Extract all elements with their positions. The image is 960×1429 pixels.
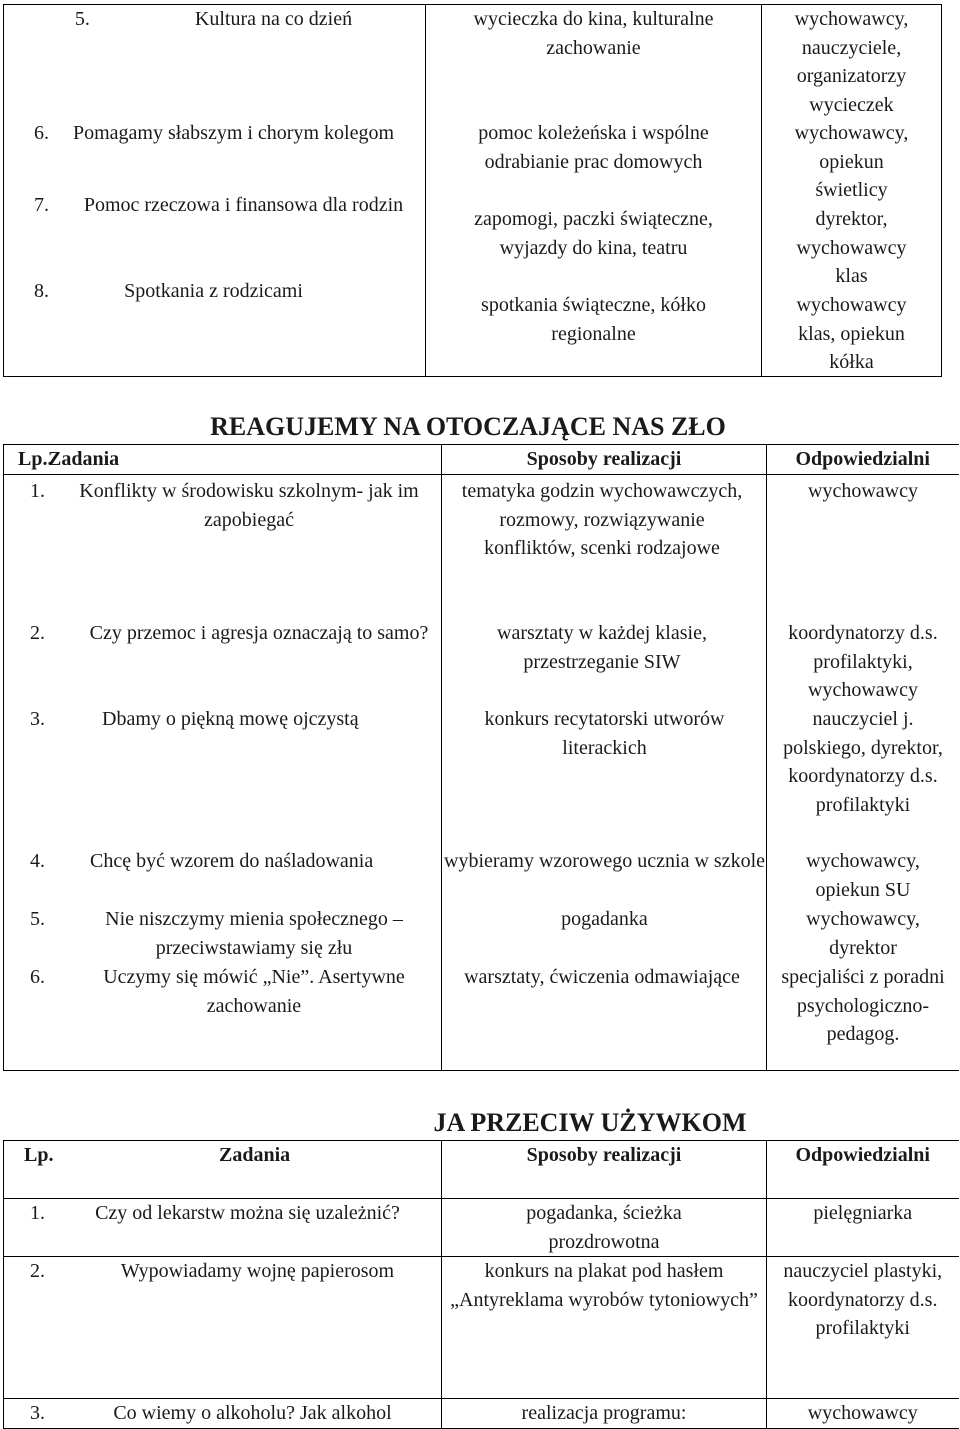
- task-text: Dbamy o piękną mowę ojczystą: [102, 708, 359, 730]
- task-text: Co wiemy o alkoholu? Jak alkohol: [113, 1402, 392, 1424]
- header-method: Sposoby realizacji: [442, 445, 767, 475]
- table-row: [4, 1257, 959, 1399]
- list-item: [6, 5, 421, 119]
- table-header-row: [4, 445, 959, 475]
- method-text: konkurs recytatorski utworów literackich: [484, 708, 725, 759]
- task-text: Chcę być wzorem do naśladowania: [90, 850, 374, 872]
- row-number: 5.: [74, 8, 90, 30]
- table-row: [4, 1399, 959, 1429]
- task-text: Czy od lekarstw można się uzależnić?: [95, 1202, 400, 1224]
- responsible-text: koordynatorzy d.s. profilaktyki, wychowawcy: [788, 622, 938, 701]
- task-cell: [4, 1257, 442, 1399]
- tasks-cell: [4, 475, 442, 1071]
- method-text: spotkania świąteczne, kółko regionalne: [481, 294, 706, 345]
- method-text: realizacja programu:: [442, 1399, 767, 1429]
- task-text: Spotkania z rodzicami: [124, 280, 303, 302]
- responsible-text: dyrektor, wychowawcy klas: [796, 208, 907, 287]
- responsible-text: wychowawcy: [808, 480, 918, 502]
- responsible-text: pielęgniarka: [767, 1199, 959, 1257]
- row-number: 1.: [30, 480, 45, 502]
- methods-cell: [442, 475, 767, 1071]
- uzywki-table: [3, 1140, 959, 1429]
- responsible-text: wychowawcy, opiekun SU: [806, 850, 920, 901]
- header-resp: Odpowiedzialni: [767, 1141, 959, 1199]
- task-text: Pomagamy słabszym i chorym kolegom: [72, 122, 395, 144]
- responsible-text: wychowawcy, dyrektor: [806, 908, 920, 959]
- table-header-row: [4, 1141, 959, 1199]
- responsible-text: nauczyciel j. polskiego, dyrektor, koordynatorzy d.s. profilaktyki: [783, 708, 943, 816]
- header-lp: Lp.: [24, 1144, 54, 1166]
- table-body-row: [4, 475, 959, 1071]
- task-text: Czy przemoc i agresja oznaczają to samo?: [89, 622, 429, 644]
- list-item: [6, 277, 421, 357]
- responsible-text: specjaliści z poradni psychologiczno-pedagog.: [781, 966, 945, 1045]
- reagujemy-table: [3, 444, 959, 1071]
- list-item: [6, 119, 421, 191]
- task-text: Nie niszczymy mienia społecznego – przeciwstawiamy się złu: [105, 908, 403, 959]
- responsible-text: nauczyciel plastyki, koordynatorzy d.s. profilaktyki: [767, 1257, 959, 1399]
- responsible-text: wychowawcy, nauczyciele, organizatorzy wycieczek: [794, 8, 909, 116]
- section-title-uzywki: JA PRZECIW UŻYWKOM: [433, 1108, 747, 1137]
- row-number: 5.: [30, 908, 45, 930]
- activities-table: [3, 4, 942, 377]
- row-number: 6.: [34, 122, 49, 144]
- method-text: pomoc koleżeńska i wspólne odrabianie prac domowych: [478, 122, 709, 173]
- table-row: [4, 5, 942, 377]
- section-title-reagujemy: REAGUJEMY NA OTOCZAJĄCE NAS ZŁO: [210, 412, 726, 441]
- row-number: 7.: [34, 194, 49, 216]
- row-number: 8.: [34, 280, 49, 302]
- header-task: Zadania: [219, 1144, 291, 1166]
- responsible-cell: [762, 5, 942, 377]
- task-text: Kultura na co dzień: [194, 8, 353, 30]
- row-number: 1.: [30, 1202, 45, 1224]
- method-text: warsztaty w każdej klasie, przestrzeganie SIW: [497, 622, 707, 673]
- task-cell: [4, 1399, 442, 1429]
- method-text: konkurs na plakat pod hasłem „Antyreklama wyrobów tytoniowych”: [442, 1257, 767, 1399]
- method-text: wybieramy wzorowego ucznia w szkole: [444, 850, 765, 872]
- responsible-text: wychowawcy, opiekun świetlicy: [794, 122, 909, 201]
- method-text: tematyka godzin wychowawczych, rozmowy, rozwiązywanie konfliktów, scenki rodzajowe: [461, 480, 743, 559]
- header-resp: Odpowiedzialni: [767, 445, 959, 475]
- method-text: warsztaty, ćwiczenia odmawiające: [464, 966, 740, 988]
- table-row: [4, 1199, 959, 1257]
- row-number: 4.: [30, 850, 45, 872]
- header-lp: Lp..: [18, 448, 53, 470]
- row-number: 2.: [30, 622, 45, 644]
- header-task-cell: [4, 1141, 442, 1199]
- row-number: 6.: [30, 966, 45, 988]
- method-text: pogadanka: [561, 908, 648, 930]
- methods-cell: [426, 5, 762, 377]
- method-text: zapomogi, paczki świąteczne, wyjazdy do kina, teatru: [474, 208, 713, 259]
- responsible-cell: [767, 475, 959, 1071]
- task-cell: [4, 1199, 442, 1257]
- responsible-text: wychowawcy klas, opiekun kółka: [796, 294, 907, 373]
- task-text: Konflikty w środowisku szkolnym- jak im zapobiegać: [79, 480, 419, 531]
- task-text: Pomoc rzeczowa i finansowa dla rodzin: [83, 194, 404, 216]
- list-item: [6, 191, 421, 277]
- row-number: 3.: [30, 708, 45, 730]
- header-task: Zadania: [48, 448, 120, 470]
- task-text: Wypowiadamy wojnę papierosom: [120, 1260, 395, 1282]
- row-number: 2.: [30, 1260, 45, 1282]
- header-method: Sposoby realizacji: [442, 1141, 767, 1199]
- row-number: 3.: [30, 1402, 45, 1424]
- method-text: pogadanka, ścieżka prozdrowotna: [442, 1199, 767, 1257]
- responsible-text: wychowawcy: [767, 1399, 959, 1429]
- method-text: wycieczka do kina, kulturalne zachowanie: [473, 8, 714, 59]
- header-task-cell: [4, 445, 442, 475]
- task-text: Uczymy się mówić „Nie”. Asertywne zachowanie: [103, 966, 405, 1017]
- tasks-cell: [4, 5, 426, 377]
